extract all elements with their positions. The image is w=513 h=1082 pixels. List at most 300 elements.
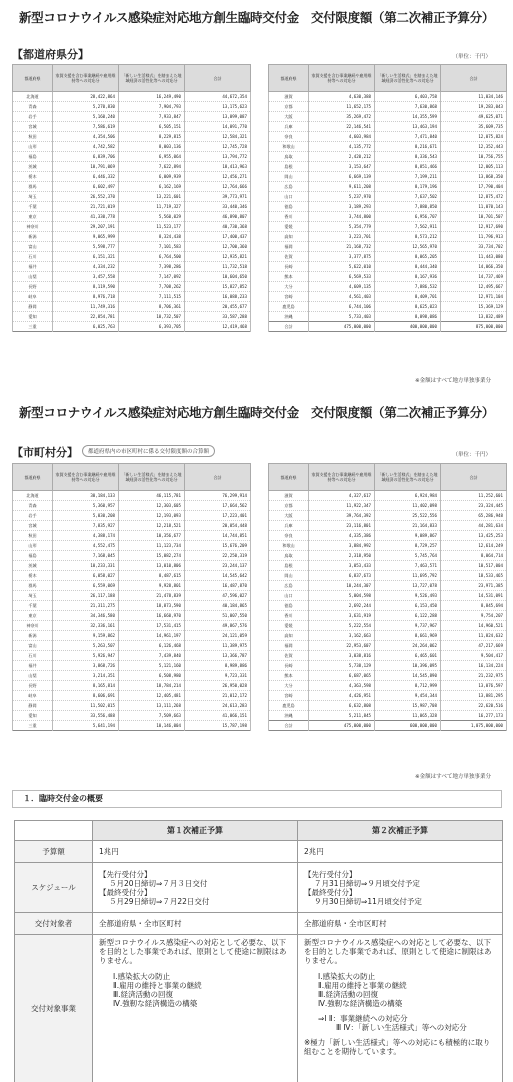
amount-cell: 7,439,840 — [119, 651, 185, 661]
prefecture-cell: 長崎 — [269, 661, 309, 671]
amount-cell: 8,706,361 — [119, 302, 185, 312]
table-row — [13, 172, 251, 182]
amount-cell: 6,393,705 — [119, 322, 185, 332]
section2-unit: （単位：千円） — [452, 452, 491, 458]
amount-cell: 23,116,801 — [309, 521, 375, 531]
amount-cell: 24,121,059 — [185, 631, 251, 641]
amount-cell: 16,487,870 — [185, 581, 251, 591]
amount-cell: 9,611,208 — [309, 182, 375, 192]
amount-cell: 17,223,401 — [185, 511, 251, 521]
table-row — [13, 681, 251, 691]
table-row — [269, 701, 507, 711]
amount-cell: 3,457,558 — [53, 272, 119, 282]
amount-cell: 6,446,332 — [53, 172, 119, 182]
budget-first: 1兆円 — [93, 841, 298, 863]
amount-cell: 26,552,370 — [53, 192, 119, 202]
table-row — [269, 641, 507, 651]
amount-cell: 23,244,137 — [185, 561, 251, 571]
amount-cell: 5,745,764 — [375, 551, 441, 561]
amount-cell: 17,531,415 — [119, 621, 185, 631]
amount-cell: 12,565,970 — [375, 242, 441, 252]
prefecture-cell: 三重 — [13, 322, 53, 332]
amount-cell: 12,352,443 — [441, 142, 507, 152]
column-header: 家賃支援を含む事業継続や雇用維持等への対応分 — [309, 464, 375, 491]
amount-cell: 7,904,793 — [119, 102, 185, 112]
amount-cell: 5,211,845 — [309, 711, 375, 721]
amount-cell: 11,922,347 — [309, 501, 375, 511]
prefecture-cell: 宮崎 — [269, 691, 309, 701]
amount-cell: 13,868,350 — [441, 172, 507, 182]
prefecture-cell: 富山 — [13, 641, 53, 651]
amount-cell: 35,269,472 — [309, 112, 375, 122]
table-row — [269, 601, 507, 611]
amount-cell: 4,426,951 — [309, 691, 375, 701]
column-header: 「新しい生活様式」を踏まえた地域経済の活性化等への対応分 — [375, 65, 441, 92]
amount-cell: 12,405,481 — [119, 691, 185, 701]
table-row — [269, 142, 507, 152]
amount-cell: 10,756,755 — [441, 152, 507, 162]
amount-cell: 13,010,806 — [119, 561, 185, 571]
amount-cell: 6,839,706 — [53, 152, 119, 162]
amount-cell: 33,734,702 — [441, 242, 507, 252]
prefecture-cell: 大阪 — [269, 112, 309, 122]
amount-cell: 10,244,307 — [309, 581, 375, 591]
table-row — [13, 641, 251, 651]
amount-cell: 12,745,728 — [185, 142, 251, 152]
prefecture-cell: 愛知 — [13, 312, 53, 322]
row-projects-label: 交付対象事業 — [15, 935, 93, 1082]
prefecture-cell: 山形 — [13, 541, 53, 551]
section2-bracket-note: 都道府県内の市区町村に係る交付限度額の合算額 — [82, 445, 215, 457]
amount-cell: 23,971,385 — [441, 581, 507, 591]
amount-cell: 11,070,143 — [441, 202, 507, 212]
amount-cell: 6,956,707 — [375, 212, 441, 222]
prefecture-cell: 新潟 — [13, 631, 53, 641]
amount-cell: 39,764,392 — [309, 511, 375, 521]
prefecture-cell: 茨城 — [13, 162, 53, 172]
table-row — [13, 112, 251, 122]
table-row — [269, 681, 507, 691]
schedule-first-line: ５月29日締切⇒７月22日交付 — [109, 896, 210, 906]
prefecture-cell: 岩手 — [13, 112, 53, 122]
amount-cell: 30,184,133 — [53, 491, 119, 501]
amount-cell: 5,263,507 — [53, 641, 119, 651]
amount-cell: 13,076,597 — [441, 681, 507, 691]
amount-cell: 3,038,816 — [309, 651, 375, 661]
column-header: 合計 — [185, 464, 251, 491]
amount-cell: 21,168,732 — [309, 242, 375, 252]
prefecture-cell: 岩手 — [13, 511, 53, 521]
amount-cell: 40,730,368 — [185, 222, 251, 232]
amount-cell: 47,217,669 — [441, 641, 507, 651]
amount-cell: 39,773,971 — [185, 192, 251, 202]
amount-cell: 6,153,450 — [375, 601, 441, 611]
amount-cell: 47,596,027 — [185, 591, 251, 601]
amount-cell: 6,058,027 — [53, 571, 119, 581]
prefecture-cell: 高知 — [269, 631, 309, 641]
prefecture-cell: 福島 — [13, 551, 53, 561]
prefecture-cell: 北海道 — [13, 491, 53, 501]
prefecture-cell: 茨城 — [13, 561, 53, 571]
budget-second: 2兆円 — [298, 841, 503, 863]
amount-cell: 6,744,106 — [309, 302, 375, 312]
amount-cell: 21,232,975 — [441, 671, 507, 681]
table-row — [13, 252, 251, 262]
amount-cell: 4,363,598 — [309, 681, 375, 691]
table-row — [269, 501, 507, 511]
amount-cell: 21,478,839 — [119, 591, 185, 601]
projects-note: ※極力「新しい生活様式」等への対応にも積極的に取り組むことを期待しています。 — [304, 1038, 491, 1056]
table-row — [269, 621, 507, 631]
section1-label: 【都道府県分】 — [12, 48, 89, 61]
projects-item: Ⅱ.雇用の維持と事業の継続 — [318, 981, 407, 990]
prefecture-cell: 奈良 — [269, 531, 309, 541]
projects-item: Ⅲ.経済活動の回復 — [318, 990, 379, 999]
table-row — [13, 571, 251, 581]
table-row — [269, 302, 507, 312]
prefecture-cell: 福島 — [13, 152, 53, 162]
amount-cell: 5,733,403 — [309, 312, 375, 322]
table-row — [13, 262, 251, 272]
header-row — [13, 65, 251, 92]
amount-cell: 9,065,999 — [53, 232, 119, 242]
prefecture-cell: 佐賀 — [269, 651, 309, 661]
amount-cell: 9,754,207 — [441, 611, 507, 621]
prefecture-cell: 広島 — [269, 182, 309, 192]
amount-cell: 28,422,864 — [53, 92, 119, 102]
table-row — [13, 651, 251, 661]
amount-cell: 13,175,623 — [185, 102, 251, 112]
amount-cell: 13,881,295 — [441, 691, 507, 701]
overview-corner — [15, 821, 93, 841]
prefecture-cell: 香川 — [269, 611, 309, 621]
amount-cell: 8,625,023 — [375, 302, 441, 312]
amount-cell: 5,160,240 — [53, 112, 119, 122]
table-row — [269, 262, 507, 272]
amount-cell: 15,787,198 — [185, 721, 251, 731]
amount-cell: 7,933,847 — [119, 112, 185, 122]
prefecture-cell: 北海道 — [13, 92, 53, 102]
table-row — [13, 322, 251, 332]
column-header: 家賃支援を含む事業継続や雇用維持等への対応分 — [309, 65, 375, 92]
prefecture-cell: 福井 — [13, 661, 53, 671]
prefecture-cell: 京都 — [269, 102, 309, 112]
amount-cell: 8,165,814 — [53, 681, 119, 691]
amount-cell: 2,692,244 — [309, 601, 375, 611]
amount-cell: 14,531,091 — [441, 591, 507, 601]
column-header: 「新しい生活様式」を踏まえた地域経済の活性化等への対応分 — [375, 464, 441, 491]
amount-cell: 4,135,772 — [309, 142, 375, 152]
overview-table — [14, 820, 503, 1082]
amount-cell: 400,000,000 — [375, 322, 441, 332]
amount-cell: 7,101,583 — [119, 242, 185, 252]
amount-cell: 8,216,671 — [375, 142, 441, 152]
amount-cell: 12,075,824 — [441, 132, 507, 142]
amount-cell: 7,471,840 — [375, 132, 441, 142]
amount-cell: 11,796,913 — [441, 232, 507, 242]
prefecture-cell: 沖縄 — [269, 312, 309, 322]
table-row — [269, 252, 507, 262]
amount-cell: 32,336,161 — [53, 621, 119, 631]
table-row — [13, 312, 251, 322]
table-row — [13, 591, 251, 601]
prefecture-cell: 和歌山 — [269, 541, 309, 551]
amount-cell: 1,075,000,000 — [441, 721, 507, 731]
amount-cell: 22,146,541 — [309, 122, 375, 132]
section1-title: 新型コロナウイルス感染症対応地方創生臨時交付金 交付限度額（第二次補正予算分） — [18, 10, 495, 25]
amount-cell: 14,545,642 — [185, 571, 251, 581]
table-row — [13, 511, 251, 521]
column-header: 「新しい生活様式」を踏まえた地域経済の活性化等への対応分 — [119, 464, 185, 491]
prefecture-cell: 岡山 — [269, 172, 309, 182]
amount-cell: 5,222,554 — [309, 621, 375, 631]
amount-cell: 46,115,781 — [119, 491, 185, 501]
amount-cell: 14,960,521 — [441, 621, 507, 631]
column-header: 「新しい生活様式」を踏まえた地域経済の活性化等への対応分 — [119, 65, 185, 92]
amount-cell: 475,000,000 — [309, 721, 375, 731]
projects-intro: 新型コロナウイルス感染症への対応として必要な、以下を目的とした事業であれば、原則として使途に制限はありません。 — [304, 938, 492, 965]
amount-cell: 6,403,758 — [375, 92, 441, 102]
column-header: 家賃支援を含む事業継続や雇用維持等への対応分 — [53, 464, 119, 491]
amount-cell: 11,443,080 — [441, 252, 507, 262]
section2-title: 新型コロナウイルス感染症対応地方創生臨時交付金 交付限度額（第二次補正予算分） — [18, 405, 495, 420]
schedule-first — [93, 863, 298, 913]
amount-cell: 5,360,957 — [53, 501, 119, 511]
prefecture-cell: 東京 — [13, 212, 53, 222]
table-row — [269, 292, 507, 302]
projects-first — [93, 935, 298, 1082]
table-row — [269, 571, 507, 581]
amount-cell: 2,420,212 — [309, 152, 375, 162]
table-row — [269, 541, 507, 551]
prefecture-cell: 福岡 — [269, 641, 309, 651]
table-row — [269, 721, 507, 731]
amount-cell: 7,147,092 — [119, 272, 185, 282]
amount-cell: 4,603,984 — [309, 132, 375, 142]
amount-cell: 11,732,518 — [185, 262, 251, 272]
amount-cell: 4,609,135 — [309, 282, 375, 292]
column-header: 家賃支援を含む事業継続や雇用維持等への対応分 — [53, 65, 119, 92]
amount-cell: 12,218,521 — [119, 521, 185, 531]
amount-cell: 8,179,196 — [375, 182, 441, 192]
table-row — [269, 561, 507, 571]
municipal-table-left — [12, 463, 251, 731]
amount-cell: 21,721,019 — [53, 202, 119, 212]
table-row — [13, 631, 251, 641]
amount-cell: 7,199,211 — [375, 172, 441, 182]
amount-cell: 11,389,975 — [185, 641, 251, 651]
amount-cell: 11,749,316 — [53, 302, 119, 312]
prefecture-cell: 秋田 — [13, 132, 53, 142]
prefecture-cell: 宮城 — [13, 521, 53, 531]
prefecture-cell: 千葉 — [13, 202, 53, 212]
amount-cell: 8,409,701 — [375, 292, 441, 302]
amount-cell: 6,559,069 — [53, 581, 119, 591]
amount-cell: 8,712,999 — [375, 681, 441, 691]
amount-cell: 8,229,815 — [119, 132, 185, 142]
amount-cell: 6,505,151 — [119, 122, 185, 132]
prefecture-cell: 福岡 — [269, 242, 309, 252]
prefecture-cell: 島根 — [269, 561, 309, 571]
prefecture-cell: 合計 — [269, 721, 309, 731]
table-row — [269, 92, 507, 102]
amount-cell: 21,164,833 — [375, 521, 441, 531]
amount-cell: 12,303,605 — [119, 501, 185, 511]
prefecture-cell: 山口 — [269, 192, 309, 202]
prefecture-cell: 鹿児島 — [269, 302, 309, 312]
section1-unit: （単位：千円） — [452, 54, 491, 60]
amount-cell: 21,012,172 — [185, 691, 251, 701]
prefecture-cell: 和歌山 — [269, 142, 309, 152]
amount-cell: 4,388,174 — [53, 531, 119, 541]
amount-cell: 6,669,139 — [309, 172, 375, 182]
amount-cell: 7,622,894 — [119, 162, 185, 172]
table-row — [269, 232, 507, 242]
prefecture-cell: 大分 — [269, 681, 309, 691]
amount-cell: 10,732,507 — [119, 312, 185, 322]
amount-cell: 6,025,763 — [53, 322, 119, 332]
table-row — [13, 222, 251, 232]
table-row — [269, 322, 507, 332]
amount-cell: 6,009,939 — [119, 172, 185, 182]
prefecture-cell: 富山 — [13, 242, 53, 252]
table-row — [13, 122, 251, 132]
prefecture-cell: 栃木 — [13, 571, 53, 581]
table-row — [269, 581, 507, 591]
amount-cell: 44,672,354 — [185, 92, 251, 102]
amount-cell: 13,794,772 — [185, 152, 251, 162]
amount-cell: 44,281,634 — [441, 521, 507, 531]
amount-cell: 26,950,028 — [185, 681, 251, 691]
amount-cell: 7,398,286 — [119, 262, 185, 272]
table-row — [13, 212, 251, 222]
amount-cell: 11,523,177 — [119, 222, 185, 232]
amount-cell: 14,091,770 — [185, 122, 251, 132]
amount-cell: 9,454,344 — [375, 691, 441, 701]
amount-cell: 4,552,475 — [53, 541, 119, 551]
target-second: 全都道府県・全市区町村 — [298, 913, 503, 935]
amount-cell: 33,587,288 — [185, 312, 251, 322]
amount-cell: 15,827,852 — [185, 282, 251, 292]
prefecture-cell: 新潟 — [13, 232, 53, 242]
amount-cell: 13,425,253 — [441, 531, 507, 541]
amount-cell: 14,961,197 — [119, 631, 185, 641]
column-header: 合計 — [441, 65, 507, 92]
prefecture-cell: 佐賀 — [269, 252, 309, 262]
table-row — [13, 182, 251, 192]
table-row — [269, 631, 507, 641]
prefecture-cell: 愛媛 — [269, 621, 309, 631]
table-row — [269, 591, 507, 601]
prefecture-cell: 福井 — [13, 262, 53, 272]
table-row — [269, 511, 507, 521]
amount-cell: 5,926,947 — [53, 651, 119, 661]
prefecture-cell: 埼玉 — [13, 591, 53, 601]
amount-cell: 5,560,029 — [119, 212, 185, 222]
amount-cell: 18,533,465 — [441, 571, 507, 581]
table-row — [269, 651, 507, 661]
table-row — [13, 671, 251, 681]
amount-cell: 5,598,777 — [53, 242, 119, 252]
amount-cell: 4,742,582 — [53, 142, 119, 152]
table-row — [269, 661, 507, 671]
amount-cell: 18,784,214 — [119, 681, 185, 691]
amount-cell: 7,835,927 — [53, 521, 119, 531]
amount-cell: 6,602,497 — [53, 182, 119, 192]
amount-cell: 20,054,448 — [185, 521, 251, 531]
amount-cell: 8,444,340 — [375, 262, 441, 272]
table-row — [269, 272, 507, 282]
prefecture-cell: 高知 — [269, 232, 309, 242]
projects-item: Ⅰ.感染拡大の防止 — [318, 972, 376, 981]
table-row — [13, 691, 251, 701]
projects-item: Ⅳ.強靭な経済構造の構築 — [318, 999, 403, 1008]
prefecture-cell: 神奈川 — [13, 222, 53, 232]
amount-cell: 8,167,936 — [375, 272, 441, 282]
prefecture-cell: 鹿児島 — [269, 701, 309, 711]
prefecture-cell: 沖縄 — [269, 711, 309, 721]
amount-cell: 76,299,914 — [185, 491, 251, 501]
amount-cell: 3,377,875 — [309, 252, 375, 262]
table-row — [269, 172, 507, 182]
amount-cell: 40,184,865 — [185, 601, 251, 611]
prefecture-cell: 香川 — [269, 212, 309, 222]
table-row — [269, 132, 507, 142]
table-row — [269, 691, 507, 701]
prefecture-cell: 長野 — [13, 681, 53, 691]
projects-intro: 新型コロナウイルス感染症への対応として必要な、以下を目的とした事業であれば、原則として使途に制限はありません。 — [99, 938, 287, 965]
amount-cell: 14,545,890 — [375, 671, 441, 681]
amount-cell: 2,318,950 — [309, 551, 375, 561]
table-row — [269, 611, 507, 621]
table-row — [13, 551, 251, 561]
amount-cell: 8,845,694 — [441, 601, 507, 611]
amount-cell: 4,335,386 — [309, 531, 375, 541]
amount-cell: 7,463,571 — [375, 561, 441, 571]
header-row — [269, 65, 507, 92]
amount-cell: 5,237,970 — [309, 192, 375, 202]
header-row — [269, 464, 507, 491]
amount-cell: 5,354,779 — [309, 222, 375, 232]
table-row — [13, 92, 251, 102]
schedule-second — [298, 863, 503, 913]
prefecture-cell: 鳥取 — [269, 551, 309, 561]
table-row — [13, 282, 251, 292]
amount-cell: 5,738,129 — [309, 661, 375, 671]
amount-cell: 23,324,445 — [441, 501, 507, 511]
amount-cell: 34,346,580 — [53, 611, 119, 621]
amount-cell: 21,311,275 — [53, 601, 119, 611]
amount-cell: 3,884,992 — [309, 541, 375, 551]
amount-cell: 14,355,599 — [375, 112, 441, 122]
amount-cell: 12,193,093 — [119, 511, 185, 521]
amount-cell: 7,880,850 — [375, 202, 441, 212]
table-row — [269, 102, 507, 112]
amount-cell: 11,034,146 — [441, 92, 507, 102]
amount-cell: 33,440,346 — [185, 202, 251, 212]
table-row — [13, 561, 251, 571]
amount-cell: 8,606,691 — [53, 691, 119, 701]
amount-cell: 9,526,493 — [375, 591, 441, 601]
amount-cell: 14,737,469 — [441, 272, 507, 282]
table-row — [13, 531, 251, 541]
amount-cell: 49,625,071 — [441, 112, 507, 122]
amount-cell: 11,065,328 — [375, 711, 441, 721]
amount-cell: 12,584,321 — [185, 132, 251, 142]
amount-cell: 12,700,360 — [185, 242, 251, 252]
amount-cell: 6,126,468 — [119, 641, 185, 651]
amount-cell: 5,270,830 — [53, 102, 119, 112]
